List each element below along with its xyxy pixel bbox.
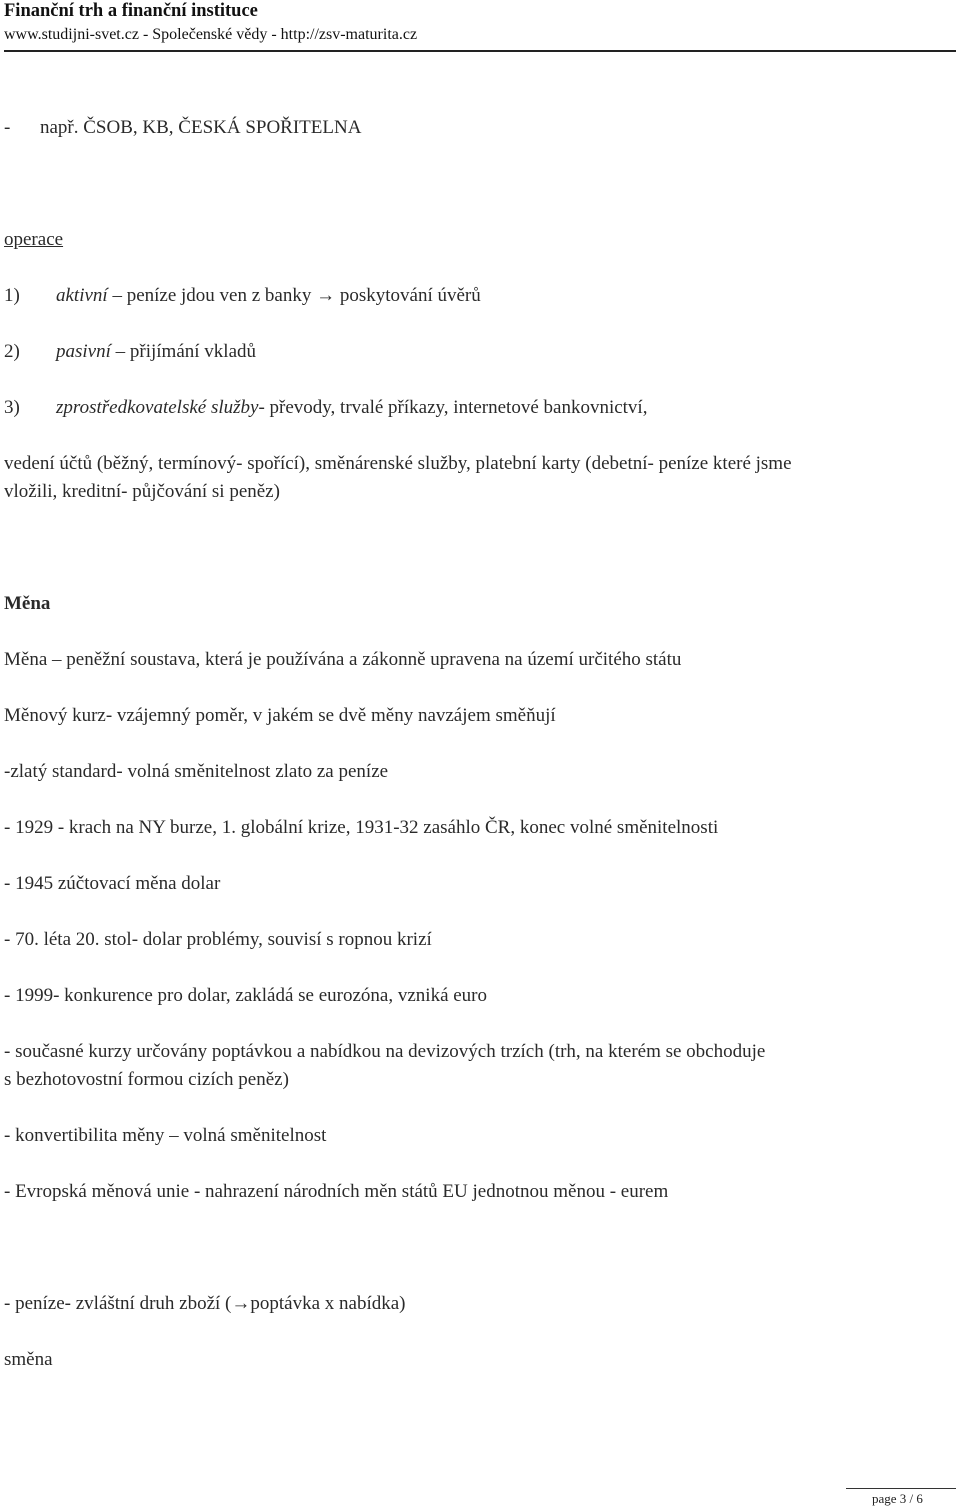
operation-item-1 [4, 282, 481, 310]
document-title: Finanční trh a finanční instituce [4, 1, 258, 21]
exchange-line: směna [4, 1349, 53, 1370]
footer-divider [846, 1488, 956, 1489]
emu-line: - Evropská měnová unie - nahrazení národních měn států EU jednotnou měnou - eurem [4, 1181, 669, 1202]
mena-definition: Měna – peněžní soustava, která je používána a zákonně upravena na území určitého státu [4, 649, 682, 670]
operation-item-3-continued-2: vložili, kreditní- půjčování si peněz) [4, 481, 280, 502]
operation-description: – peníze jdou ven z banky → poskytování úvěrů [107, 285, 481, 306]
kurz-definition: Měnový kurz- vzájemný poměr, v jakém se dvě měny navzájem směňují [4, 705, 556, 726]
operation-term: zprostředkovatelské služby [56, 397, 259, 418]
current-rates-line: - současné kurzy určovány poptávkou a nabídkou na devizových trzích (trh, na kterém se obchoduje [4, 1041, 766, 1062]
operation-description: - převody, trvalé příkazy, internetové bankovnictví, [258, 397, 648, 418]
list-number: 1) [4, 285, 20, 306]
list-number: 3) [4, 397, 20, 418]
operation-item-2 [4, 338, 256, 366]
history-70s-line: - 70. léta 20. stol- dolar problémy, souvisí s ropnou krizí [4, 929, 432, 950]
document-source: www.studijni-svet.cz - Společenské vědy - http://zsv-maturita.cz [4, 26, 418, 43]
current-rates-line-continued: s bezhotovostní formou cizích peněz) [4, 1069, 289, 1090]
operation-term: pasivní [56, 341, 111, 362]
money-commodity-line: - peníze- zvláštní druh zboží (→poptávka x nabídka) [4, 1293, 406, 1314]
history-1945-line: - 1945 zúčtovací měna dolar [4, 873, 221, 894]
operation-description: – přijímání vkladů [110, 341, 257, 362]
banks-text: např. ČSOB, KB, ČESKÁ SPOŘITELNA [40, 117, 362, 138]
header-divider [4, 50, 956, 52]
operation-item-3-continued: vedení účtů (běžný, termínový- spořící), směnárenské služby, platební karty (debetní- peníze které jsme [4, 453, 792, 474]
mena-heading: Měna [4, 593, 51, 614]
operace-heading: operace [4, 229, 64, 250]
gold-standard-line: -zlatý standard- volná směnitelnost zlato za peníze [4, 761, 389, 782]
operation-item-3 [4, 394, 647, 422]
list-dash: - [4, 117, 11, 138]
history-1929-line: - 1929 - krach na NY burze, 1. globální krize, 1931-32 zasáhlo ČR, konec volné směnitelnosti [4, 817, 719, 838]
history-1999-line: - 1999- konkurence pro dolar, zakládá se eurozóna, vzniká euro [4, 985, 488, 1006]
list-number: 2) [4, 341, 20, 362]
banks-line [4, 114, 361, 142]
operation-term: aktivní [56, 285, 108, 306]
page-number: page 3 / 6 [872, 1491, 923, 1506]
convertibility-line: - konvertibilita měny – volná směnitelnost [4, 1125, 327, 1146]
